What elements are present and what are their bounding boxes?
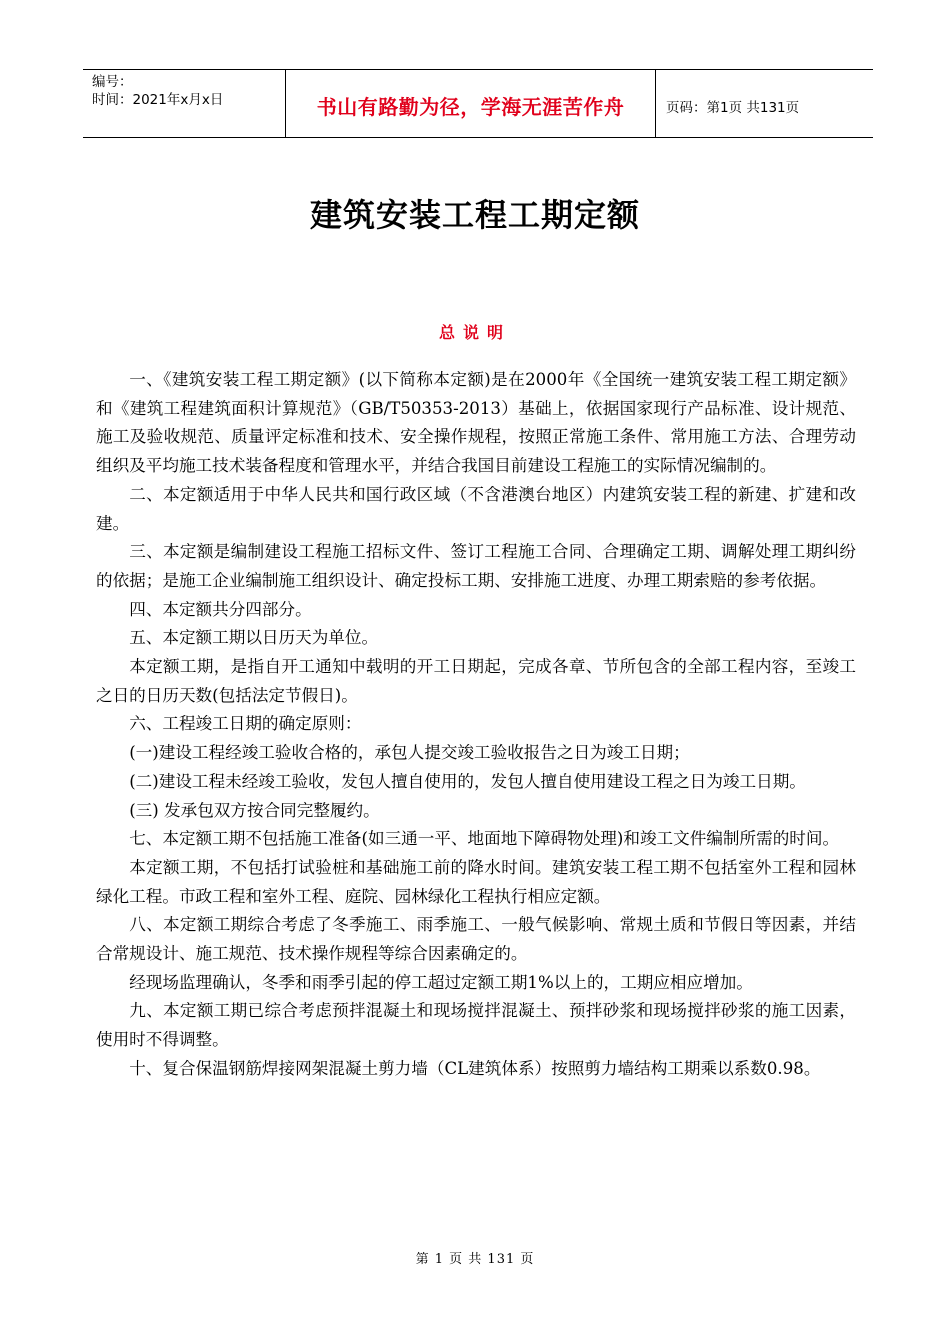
header-motto: 书山有路勤为径，学海无涯苦作舟: [285, 70, 656, 137]
paragraph: 十、复合保温钢筋焊接网架混凝土剪力墙（CL建筑体系）按照剪力墙结构工期乘以系数0.98。: [129, 1058, 821, 1078]
time-label: 时间：2021年x月x日: [92, 92, 224, 108]
paragraph: 六、工程竣工日期的确定原则：: [129, 714, 362, 734]
paragraph: 三、本定额是编制建设工程施工招标文件、签订工程施工合同、合理确定工期、调解处理工期纠纷的依据；是施工企业编制施工组织设计、确定投标工期、安排施工进度、办理工期索赔的参考依据。: [96, 542, 856, 590]
section-title: 总说明: [438, 323, 511, 342]
number-label: 编号：: [92, 74, 133, 90]
paragraph: (二)建设工程未经竣工验收，发包人擅自使用的，发包人擅自使用建设工程之日为竣工日期。: [129, 771, 806, 791]
header-page-code: 页码：第1页 共131页: [666, 99, 800, 116]
page-footer: 第 1 页 共 131 页: [415, 1252, 535, 1267]
paragraph: (一)建设工程经竣工验收合格的，承包人提交竣工验收报告之日为竣工日期；: [129, 743, 690, 763]
page-header: [83, 69, 873, 138]
paragraph: 经现场监理确认，冬季和雨季引起的停工超过定额工期1%以上的，工期应相应增加。: [129, 972, 753, 992]
paragraph: 八、本定额工期综合考虑了冬季施工、雨季施工、一般气候影响、常规土质和节假日等因素，并结合常规设计、施工规范、技术操作规程等综合因素确定的。: [96, 915, 856, 964]
document-title: 建筑安装工程工期定额: [309, 196, 640, 234]
paragraph: 本定额工期，不包括打试验桩和基础施工前的降水时间。建筑安装工程工期不包括室外工程和园林绿化工程。市政工程和室外工程、庭院、园林绿化工程执行相应定额。: [96, 857, 856, 906]
paragraph: 本定额工期，是指自开工通知中载明的开工日期起，完成各章、节所包含的全部工程内容，至竣工之日的日历天数(包括法定节假日)。: [96, 657, 856, 705]
paragraph: (三) 发承包双方按合同完整履约。: [129, 800, 380, 820]
paragraph: 七、本定额工期不包括施工准备(如三通一平、地面地下障碍物处理)和竣工文件编制所需的时间。: [129, 829, 840, 849]
paragraph: 五、本定额工期以日历天为单位。: [129, 628, 379, 648]
document-body: [96, 366, 856, 1084]
paragraph: 一、《建筑安装工程工期定额》(以下简称本定额)是在2000年《全国统一建筑安装工程工期定额》和《建筑工程建筑面积计算规范》（GB/T50353-2013）基础上，依据国家现行产品标准、设计规范、施工及验收规范、质量评定标准和技术、安全操作规程，按照正常施工条件、常用施工方法、合理劳动组织及平均施工技术装备程度和管理水平，并结合我国目前建设工程施工的实际情况编制的。: [96, 370, 856, 476]
header-meta: [83, 70, 285, 137]
paragraph: 四、本定额共分四部分。: [129, 599, 312, 619]
paragraph: 九、本定额工期已综合考虑预拌混凝土和现场搅拌混凝土、预拌砂浆和现场搅拌砂浆的施工因素，使用时不得调整。: [96, 1001, 856, 1050]
paragraph: 二、本定额适用于中华人民共和国行政区域（不含港澳台地区）内建筑安装工程的新建、扩建和改建。: [96, 484, 856, 533]
